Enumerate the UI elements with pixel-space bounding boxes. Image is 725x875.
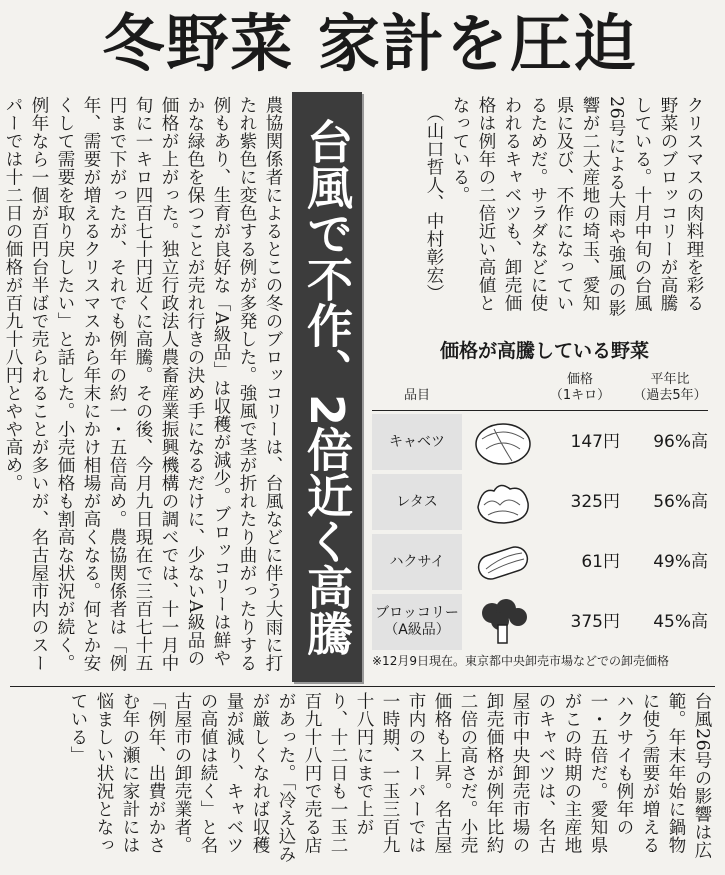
vegetable-ratio: 56%高 [653,492,708,512]
vegetable-price: 61円 [581,552,620,572]
section-divider [10,686,715,687]
body-text-left: 農協関係者によるとこの冬のブロッコリーは、台風などに伴う大雨に打たれ紫色に変色する例が多発した。強風で茎が折れたり曲がったりする例もあり、生育が良好な「A級品」は収穫が減少。ブロッコリーは鮮やかな緑色を保つことが売れ行きの決め手になるだけに、少ないA級品の価格が上がった。独立行政法人農畜産業振興機構の調べでは、十一月中旬に一キロ四百七十円近くに高騰。その後、今月九日現在で三百七十五円まで下がったが、それでも例年の約一・五倍高め。農協関係者は「例年、需要が増えるクリスマスから年末にかけ相場が高くなる。何とか安くして需要を取り戻したい」と話した。小売価格も割高な状況が続く。例年なら一個が百円台半ばで売られることが多いが、名古屋市内のスーパーでは十二日の価格が百九十八円とやや高め。 [3,96,283,672]
column-header-item: 品目 [403,388,430,403]
headline: 冬野菜 家計を圧迫 [102,7,638,80]
byline: （山口哲人、中村彰宏） [424,104,444,302]
vegetable-name: ハクサイ [372,534,462,590]
lead-paragraph [372,96,707,328]
cabbage-icon [472,417,534,467]
vegetable-ratio: 96%高 [653,432,708,452]
vegetable-ratio: 49%高 [653,552,708,572]
lead-text: クリスマスの肉料理を彩る野菜のブロッコリーが高騰している。十月中旬の台風26号による大雨や強風の影響が二大産地の埼玉、愛知県に及び、不作になっているためだ。サラダなどに使われるキャベツも、卸売価格は例年の二倍近い高値となっている。 [450,96,704,318]
column-header-price: 価格 （1キロ） [549,372,611,403]
body-text-right: 台風26号の影響は広範。年末年始に鍋物に使う需要が増えるハクサイも例年の一・五倍だ。愛知県がこの時期の主産地のキャベツは、名古屋市中央卸売市場の卸売価格が例年比約二倍の高さだ。小売価格も上昇。名古屋市内のスーパーでは一時期、一玉三百九十八円にまで上がり、十二日も一玉二百九十八円で売る店があった。「冷え込みが厳しくなれば収穫量が減り、キャベツの高値は続く」と名古屋市の卸売業者。「例年、出費がかさむ年の瀬に家計には悩ましい状況となっている」 [68,692,712,864]
broccoli-icon [472,597,534,647]
vegetable-price: 147円 [570,432,620,452]
subheadline: 台風で不作、2倍近く高騰 [292,92,362,682]
chinese-cabbage-icon [472,537,534,587]
body-column-right [10,692,715,870]
chart-footnote: ※12月9日現在。東京都中央卸売市場などでの卸売価格 [372,654,669,668]
vegetable-price: 375円 [570,612,620,632]
chart-header-rule [372,410,708,411]
vegetable-price: 325円 [570,492,620,512]
vegetable-name: レタス [372,474,462,530]
chart-row-lettuce [372,474,708,530]
vegetable-ratio: 45%高 [653,612,708,632]
chart-row-broccoli [372,594,708,650]
chart-row-chinese-cabbage [372,534,708,590]
vegetable-name: キャベツ [372,414,462,470]
vegetable-name: ブロッコリー （A級品） [372,594,462,650]
chart-title: 価格が高騰している野菜 [439,340,649,362]
chart-row-cabbage [372,414,708,470]
body-column-left [3,96,286,684]
lettuce-icon [472,477,534,527]
column-header-ratio: 平年比 （過去5年） [633,372,707,403]
